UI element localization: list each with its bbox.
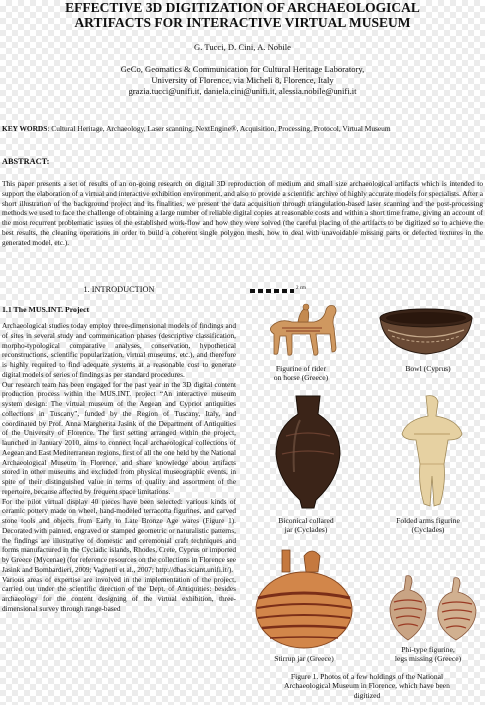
affiliation bbox=[40, 64, 445, 97]
biconical-jar-photo bbox=[270, 392, 346, 510]
keywords-list: : Cultural Heritage, Archaeology, Laser scanning, NextEngine®, Acquisition, Processing, Protocol, Virtual Museum bbox=[47, 124, 391, 133]
phi-type-figurines-photo bbox=[386, 572, 482, 644]
author-emails: grazia.tucci@unifi.it, daniela.cini@unifi.it, alessia.nobile@unifi.it bbox=[128, 86, 357, 96]
affiliation-line-1: GeCo, Geomatics & Communication for Cultural Heritage Laboratory, bbox=[120, 64, 365, 74]
stirrup-jar-photo bbox=[252, 542, 356, 650]
paragraph: Various areas of expertise are involved in the implementation of the project, carried out under the scientific direction of the Dept. of Antiquities: besides archaeology for the content designing of the virtual exhibition, three-dimensional survey through range-based bbox=[2, 574, 236, 613]
figurine-rider-photo bbox=[262, 300, 348, 362]
figure-1-caption: Figure 1. Photos of a few holdings of the National Archaeological Museum in Florence, which have been digitized bbox=[284, 672, 450, 700]
folded-arms-figurine-photo bbox=[396, 394, 468, 508]
caption-folded-arms: Folded arms figurine (Cyclades) bbox=[396, 516, 460, 535]
abstract-heading: ABSTRACT: bbox=[2, 157, 50, 166]
paragraph: Archaeological studies today employ three-dimensional models of findings and of sites in several study and communication phases (descriptive classification, morpho-typological comparative analyses, conservation, hypothetical reconstructions, scientific popularization, virtual museums, etc.), and therefore is highly required to find adequate systems at a reasonable cost to generate digital models of series of findings as per standard procedures. bbox=[2, 321, 236, 379]
paper-title: EFFECTIVE 3D DIGITIZATION OF ARCHAEOLOGICAL ARTIFACTS FOR INTERACTIVE VIRTUAL MUSEUM bbox=[65, 0, 420, 30]
keywords bbox=[2, 124, 482, 134]
caption-biconical-jar: Biconical collared jar (Cyclades) bbox=[278, 516, 334, 535]
caption-bowl: Bowl (Cyprus) bbox=[405, 364, 451, 373]
caption-rider: Figurine of rider on horse (Greece) bbox=[273, 364, 329, 383]
caption-stirrup-jar: Stirrup jar (Greece) bbox=[274, 654, 334, 663]
affiliation-line-2: University of Florence, via Micheli 8, Florence, Italy bbox=[151, 75, 334, 85]
paragraph: For the pilot virtual display 40 pieces have been selected: various kinds of ceramic pottery made on wheel, hand-modeled terracotta figurines, and carved stone tools and objects from Early to Late Bronze Age wares (Figure 1). Decorated with painted, engraved or stamped geometric or naturalistic patterns, the findings are illustrative of domestic and ceremonial craft techniques and forms manufactured in the Cycladic islands, Rhodes, Crete, Cyprus or imported by Greece (Mycenae) (for reference resources on the collections in Florence see Jasink and Bombardieri, 2009; Vagnetti et al., 2007; http://dbas.sciant.unifi.it/). bbox=[2, 496, 236, 574]
keywords-label: KEY WORDS bbox=[2, 124, 48, 133]
caption-phi-figurine: Phi-type figurine, legs missing (Greece) bbox=[394, 645, 462, 664]
scale-bar-label: 2 cm bbox=[296, 286, 306, 291]
section-heading-introduction: 1. INTRODUCTION bbox=[83, 285, 155, 294]
paragraph: Our research team has been engaged for the past year in the 3D digital content production process within the MUS.INT. project “An interactive museum system design: The virtual museum of the Aegean and Cypriot antiquities collections in Tuscany”, funded by the Region of Tuscany, Italy, and coordinated by Prof. Anna Margherita Jasink of the Department of Antiquities of the University of Florence. The first setting arranged within the project, launched in January 2010, aims to connect local archaeological collections of Aegean and East Mediterranean regions, first of all the one held by the National Archaeological Museum in Florence, and share knowledge about artifacts stored in other museums and excluded from physical museographic events, in spite of their distinguished value in terms of quality and assortment of the repertoire, because affected by frequent space limitations. bbox=[2, 379, 236, 496]
bowl-photo bbox=[376, 304, 476, 360]
abstract-text: This paper presents a set of results of an on-going research on digital 3D reproduction of medium and small size archaeological artifacts which is intended to support the elaboration of a virtual and interactive exhibition environment, and also to provide a scientific archive of highly accurate models for specialists. After a short illustration of the background project and its finalities, we present the data acquisition through triangulation-based laser scanning and the post-processing methods we used to face the challenge of obtaining a large number of reliable digital copies at reasonable costs and within a short time frame, giving an account of the most recurrent problematic issues of the established work-flow and how they were solved (the careful placing of the artifacts to be digitized so to achieve the best results, the cleaning operations in order to build a coherent single polygon mesh, how to deal with unavoidable missing parts or defected textures in the generated model, etc.). bbox=[2, 179, 483, 247]
subsection-heading: 1.1 The MUS.INT. Project bbox=[2, 305, 90, 314]
scale-bar bbox=[250, 289, 294, 293]
authors: G. Tucci, D. Cini, A. Nobile bbox=[194, 42, 291, 52]
body-text-column bbox=[2, 321, 236, 705]
